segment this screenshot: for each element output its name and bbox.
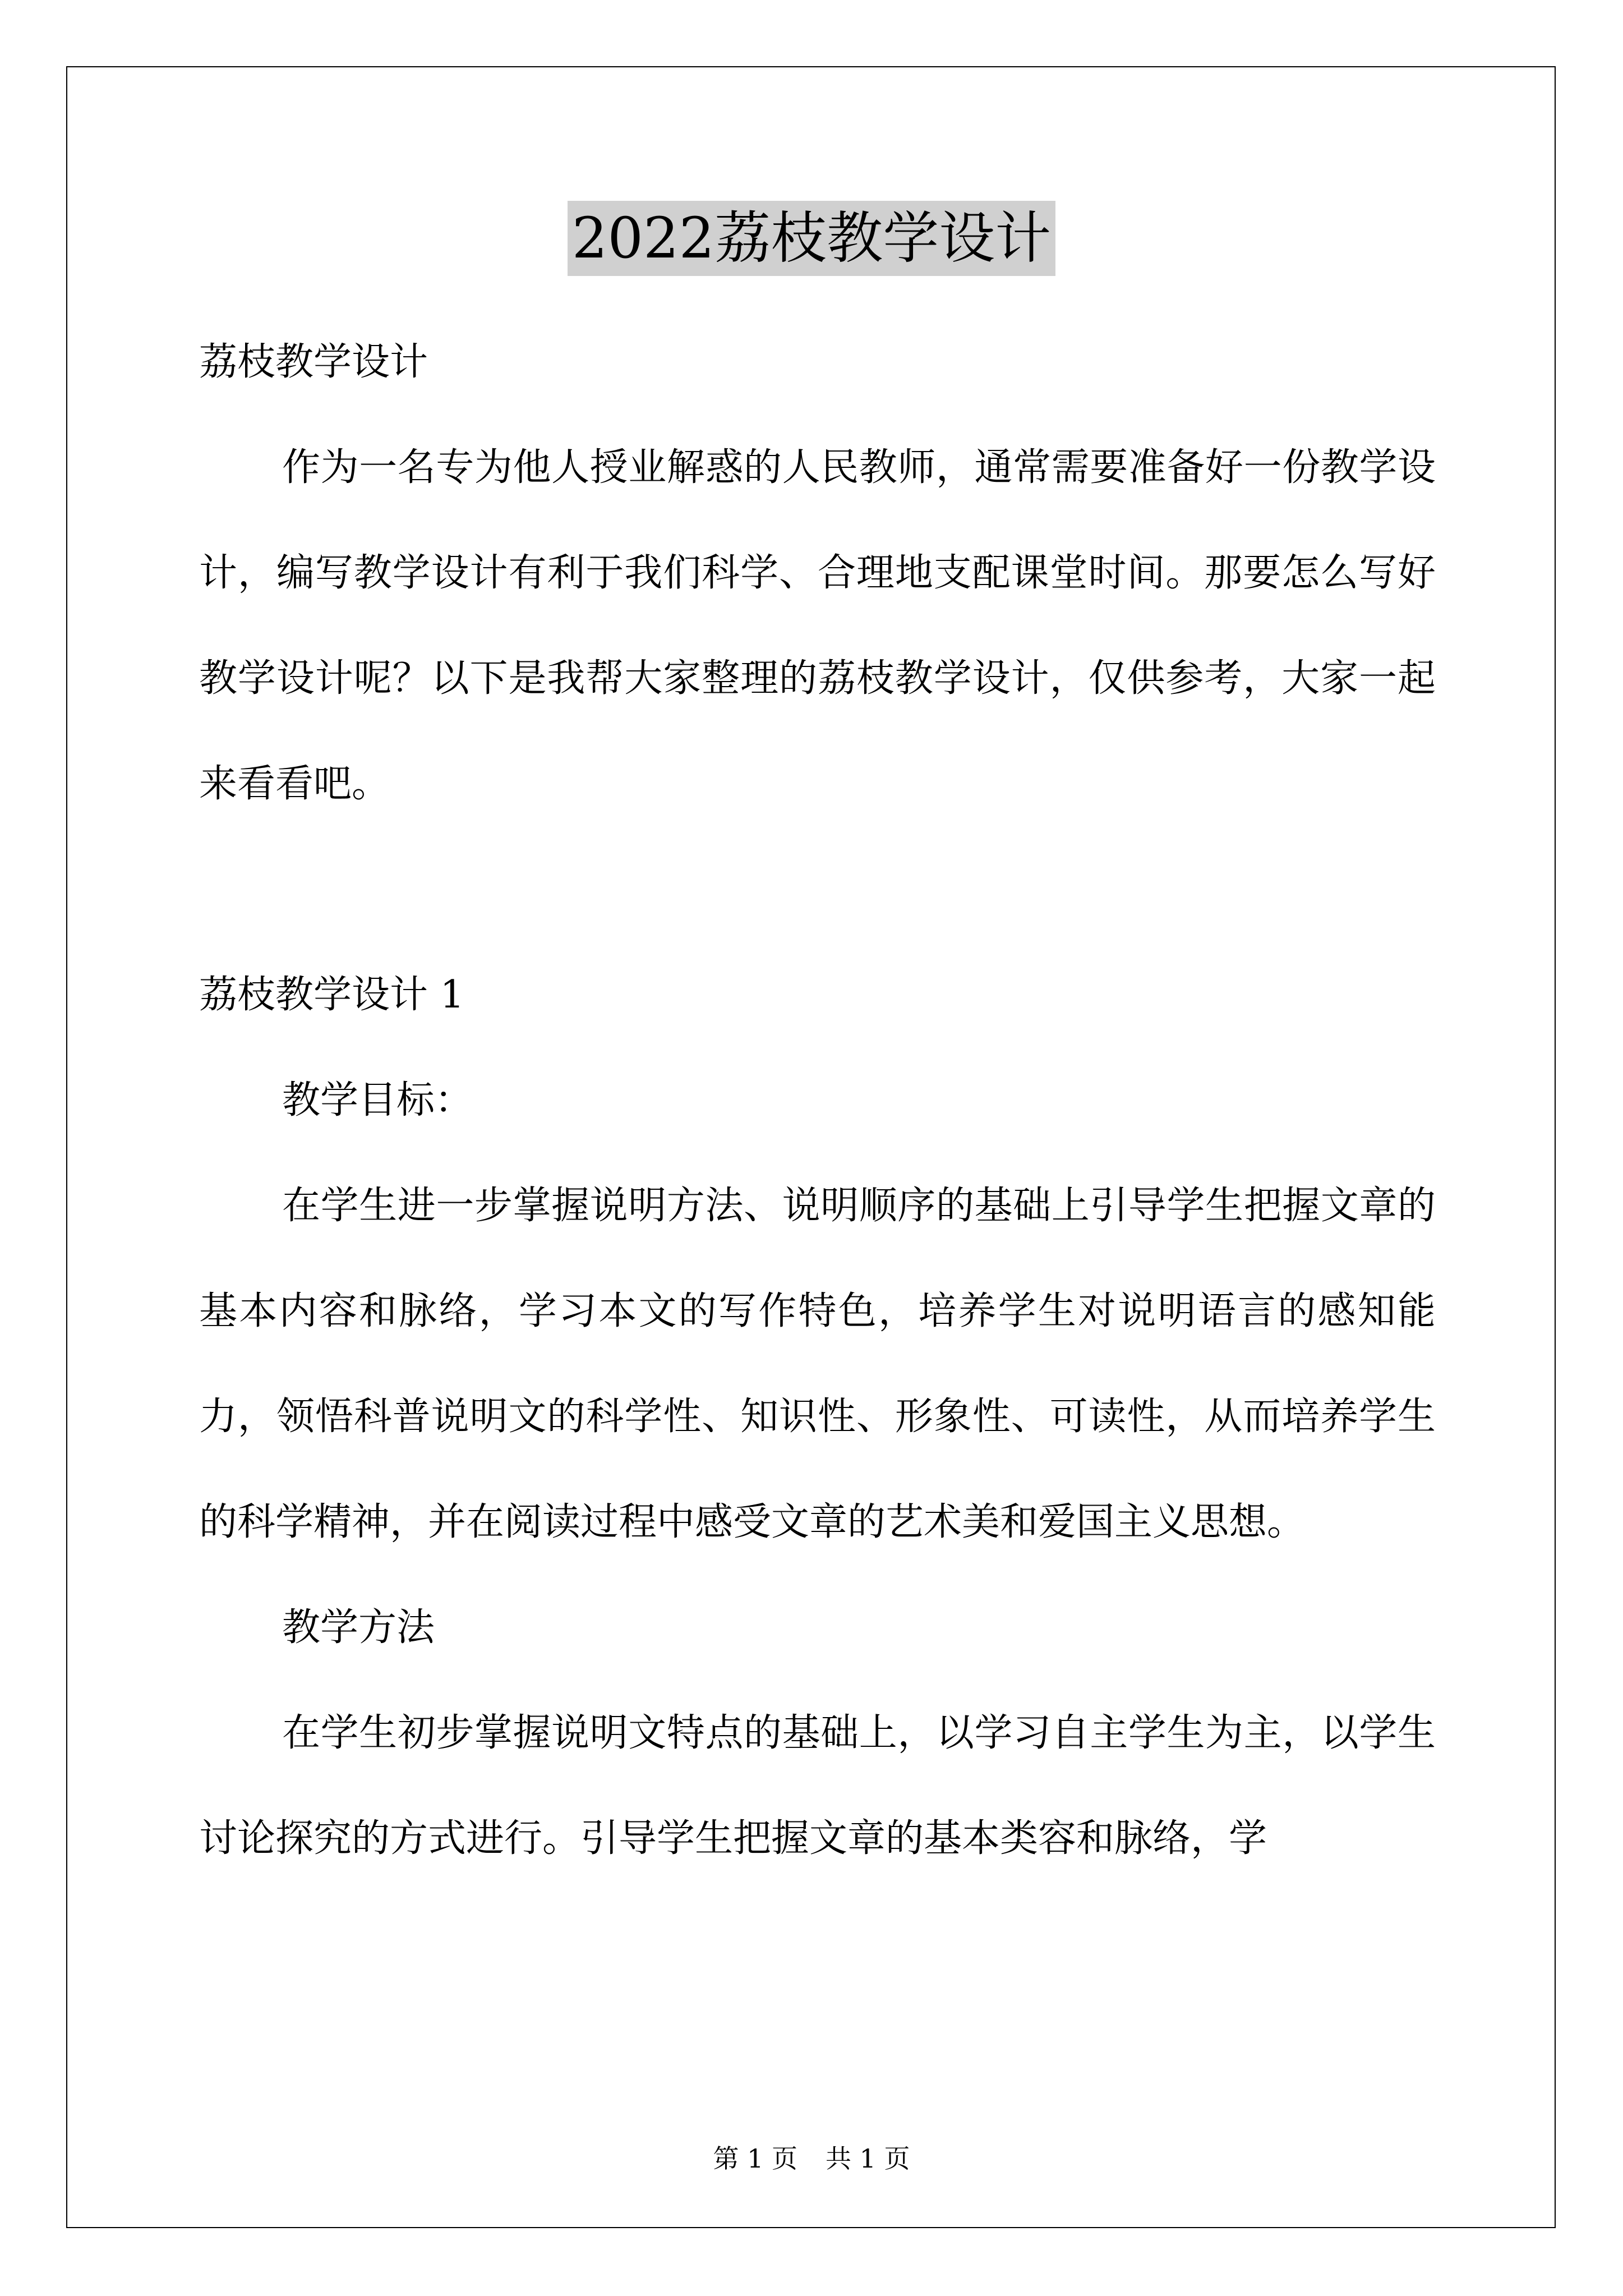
document-body xyxy=(199,310,1436,1892)
section-title: 荔枝教学设计 1 xyxy=(199,973,464,1017)
page-footer xyxy=(0,2142,1623,2175)
methods-paragraph: 在学生初步掌握说明文特点的基础上，以学习自主学生为主，以学生讨论探究的方式进行。引导学生把握文章的基本类容和脉络，学 xyxy=(199,1711,1436,1861)
page-number: 第 1 页 xyxy=(713,2143,797,2174)
intro-paragraph: 作为一名专为他人授业解惑的人民教师，通常需要准备好一份教学设计，编写教学设计有利于我们科学、合理地支配课堂时间。那要怎么写好教学设计呢？以下是我帮大家整理的荔枝教学设计，仅供参考，大家一起来看看吧。 xyxy=(199,445,1436,806)
document-title: 2022荔枝教学设计 xyxy=(568,201,1056,276)
goals-heading: 教学目标： xyxy=(282,1078,473,1122)
page-total: 共 1 页 xyxy=(826,2143,910,2174)
goals-paragraph: 在学生进一步掌握说明方法、说明顺序的基础上引导学生把握文章的基本内容和脉络，学习本文的写作特色，培养学生对说明语言的感知能力，领悟科普说明文的科学性、知识性、形象性、可读性，从而培养学生的科学精神，并在阅读过程中感受文章的艺术美和爱国主义思想。 xyxy=(199,1184,1436,1544)
section-gap xyxy=(199,837,1436,942)
methods-heading: 教学方法 xyxy=(282,1605,435,1650)
title-container xyxy=(0,201,1623,276)
subtitle: 荔枝教学设计 xyxy=(199,340,428,384)
